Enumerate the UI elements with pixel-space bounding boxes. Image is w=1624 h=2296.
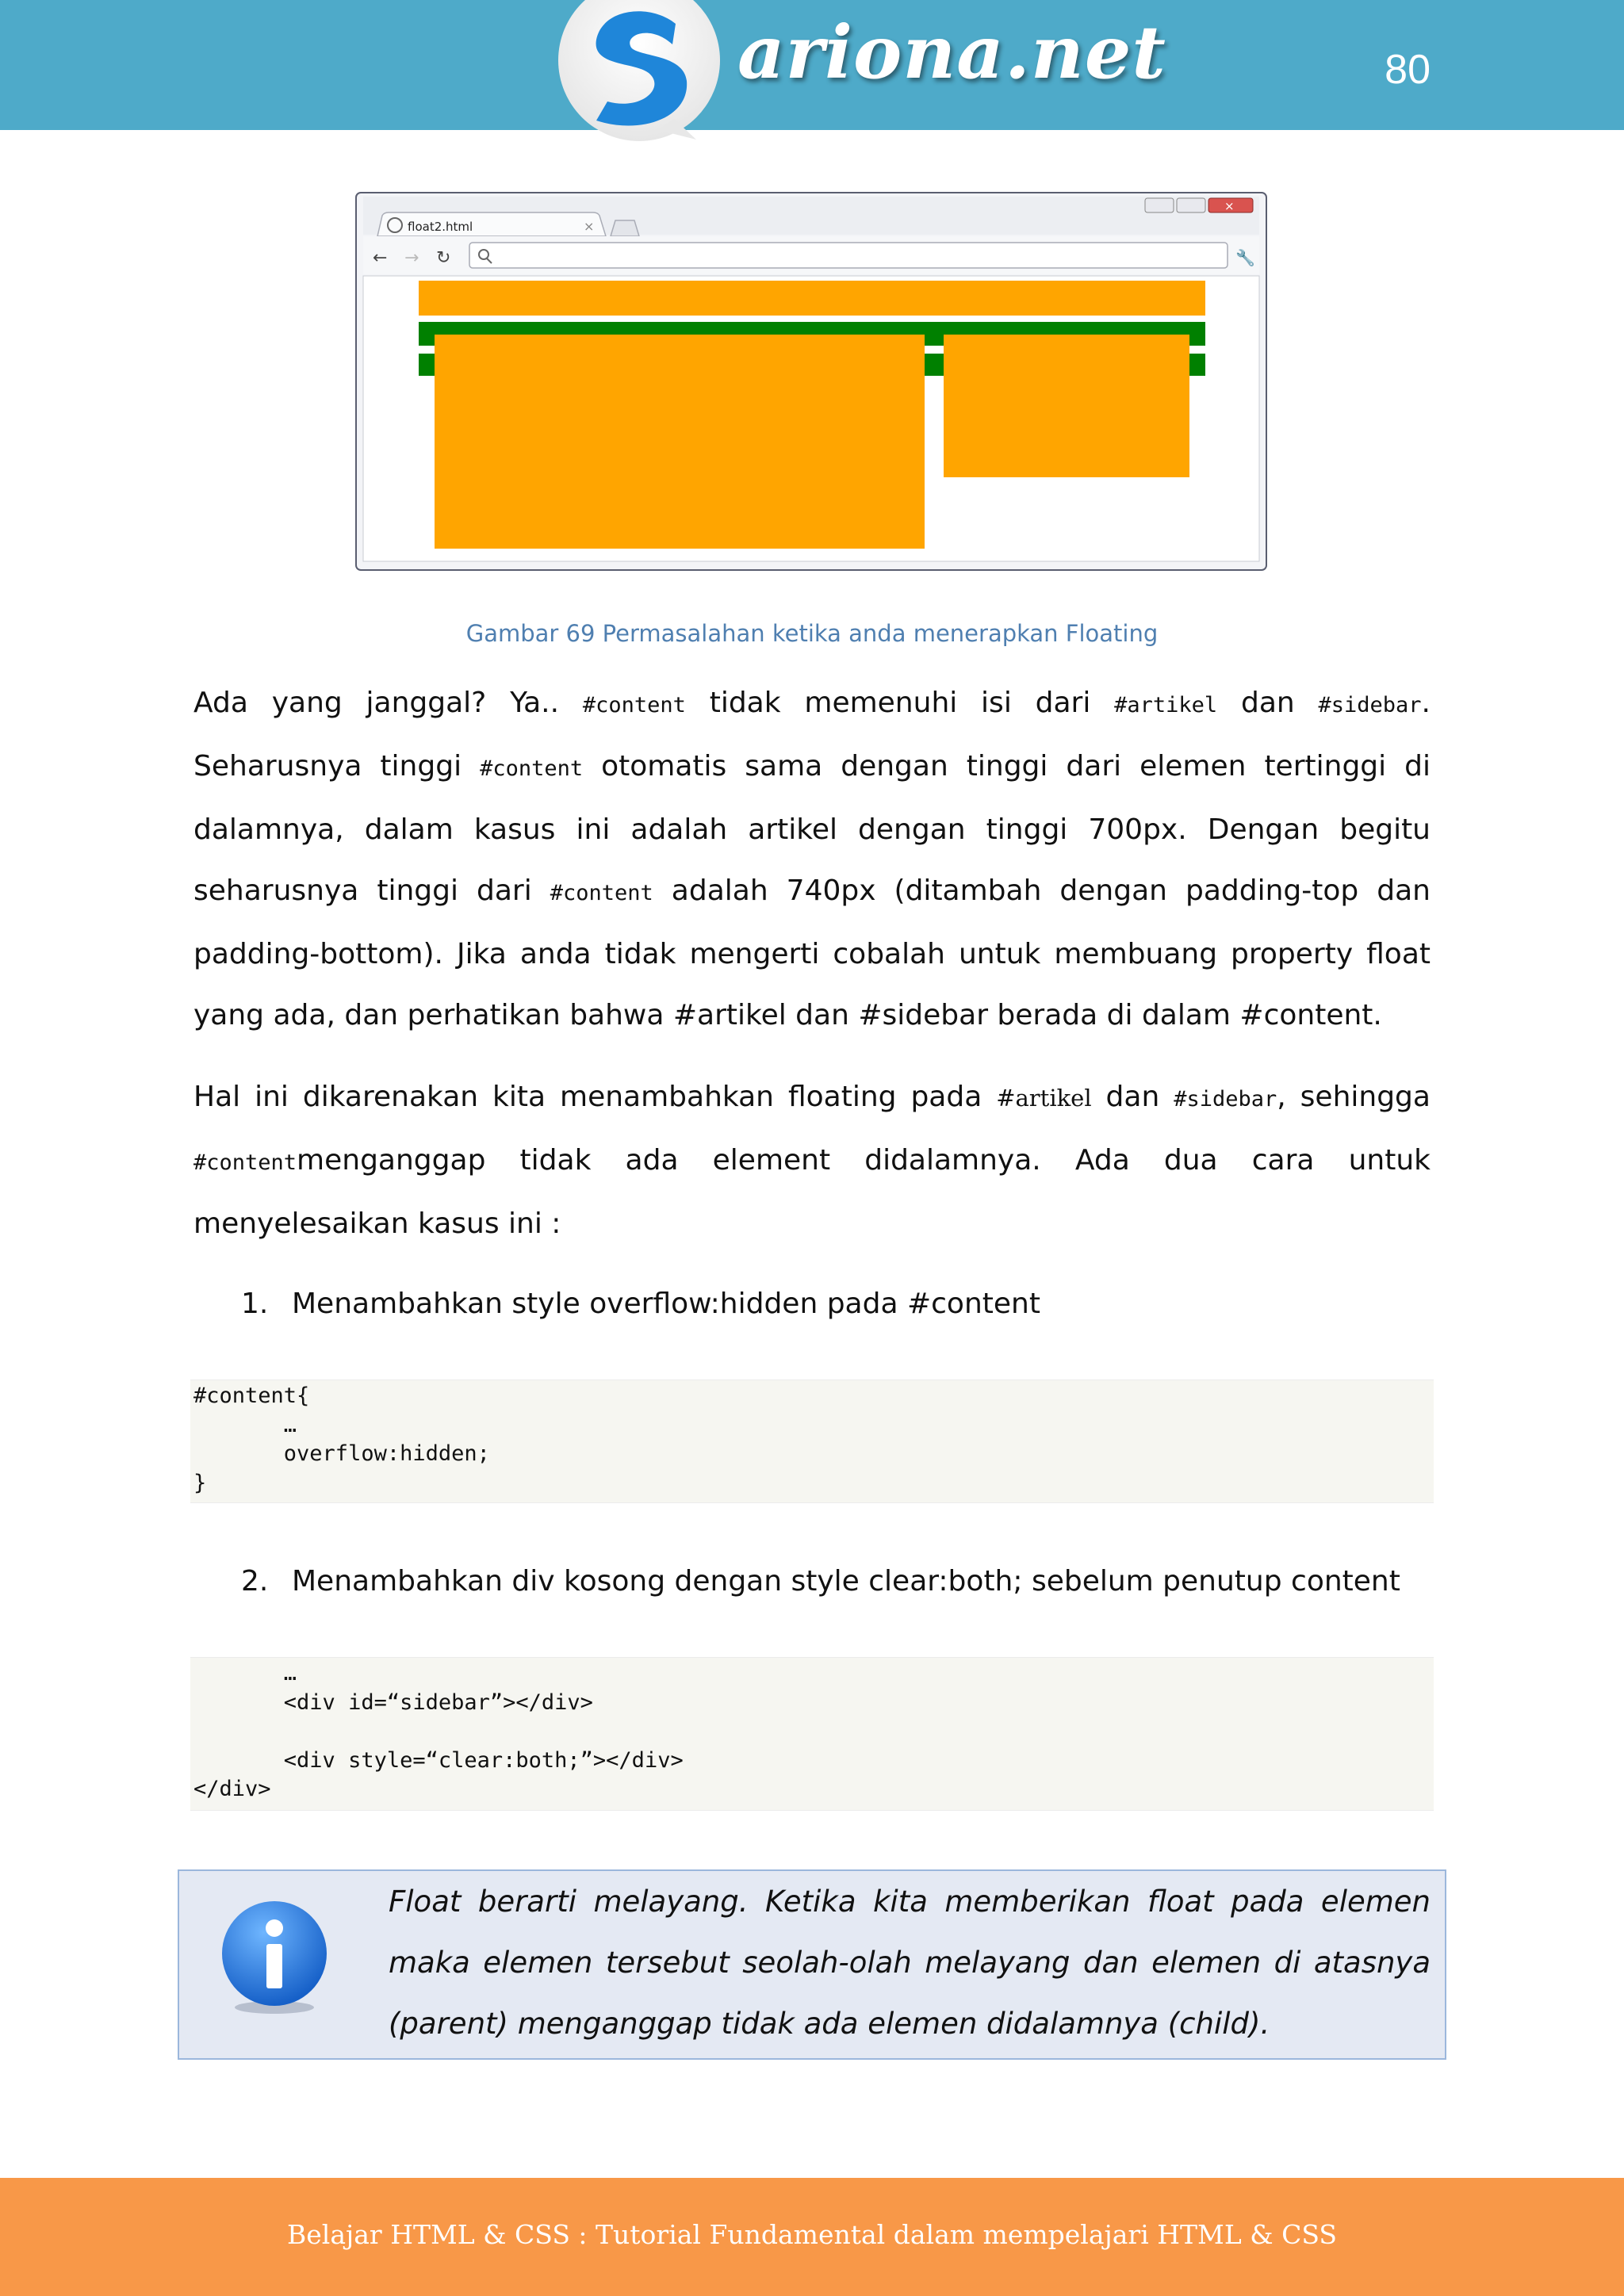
minimize-icon [1145,198,1174,212]
page-header [0,0,1624,130]
page-footer [0,2178,1624,2296]
inline-code: #sidebar [1318,693,1422,718]
new-tab-icon [611,220,639,236]
paragraph-1: Ada yang janggal? Ya.. #content tidak memenuhi isi dari #artikel dan #sidebar. Seharusnya tinggi #content otomatis sama dengan tinggi dari elemen tertinggi di dalamnya, dalam kasus ini adalah artikel dengan tinggi 700px. Dengan begitu seharusnya tinggi dari #content adalah 740px (ditambah dengan padding-top dan padding-bottom). Jika anda tidak mengerti cobalah untuk membuang property float yang ada, dan perhatikan bahwa #artikel dan #sidebar berada di dalam #content. [193,687,1431,1031]
inline-code: #sidebar [1174,1087,1277,1112]
inline-code: #content [550,881,653,905]
ariona-logo-icon [555,0,730,146]
svg-text:×: × [1224,199,1235,213]
back-icon: ← [373,248,388,268]
info-icon [222,1901,333,2020]
header-block [419,281,1205,316]
list-item [241,1288,1040,1320]
wrench-icon: 🔧 [1235,248,1255,267]
maximize-icon [1177,198,1205,212]
list-text: Menambahkan style overflow:hidden pada #content [292,1288,1040,1320]
list-text: Menambahkan div kosong dengan style clear:both; sebelum penutup content [292,1565,1400,1598]
info-note-box [178,1869,1446,2060]
list-number: 1. [241,1288,269,1320]
forward-icon: → [404,248,419,268]
tab-close-icon: × [584,219,595,234]
footer-text: Belajar HTML & CSS : Tutorial Fundamental dalam mempelajari HTML & CSS [287,2219,1337,2250]
browser-tab-title: float2.html [408,220,473,234]
reload-icon: ↻ [436,248,451,268]
address-bar [469,243,1228,268]
paragraph-2: Hal ini dikarenakan kita menambahkan floating pada #artikel dan #sidebar, sehingga #contentmenganggap tidak ada element didalamnya. Ada dua cara untuk menyelesaikan kasus ini : [193,1081,1431,1240]
list-item [241,1565,1400,1598]
list-number: 2. [241,1565,269,1598]
page-number: 80 [1385,47,1431,93]
inline-code: #artikel [1114,693,1218,718]
inline-code: #content [480,756,584,781]
info-note-text: Float berarti melayang. Ketika kita memberikan float pada elemen maka elemen tersebut seolah-olah melayang dan elemen di atasnya (parent) menganggap tidak ada elemen didalamnya (child). [389,1885,1431,2041]
figure-caption: Gambar 69 Permasalahan ketika anda menerapkan Floating [465,620,1159,647]
site-name: ariona.net [737,10,1166,95]
code-block-clear: … <div id=“sidebar”></div> <div style=“clear:both;”></div> </div> [190,1657,1434,1811]
inline-code: #content [193,1150,297,1175]
inline-code: #content [582,693,686,718]
artikel-block [435,335,925,549]
code-block-overflow: #content{ … overflow:hidden; } [190,1380,1434,1503]
inline-code: #artikel [996,1085,1092,1112]
sidebar-block [944,335,1189,477]
browser-screenshot-figure [355,192,1267,571]
